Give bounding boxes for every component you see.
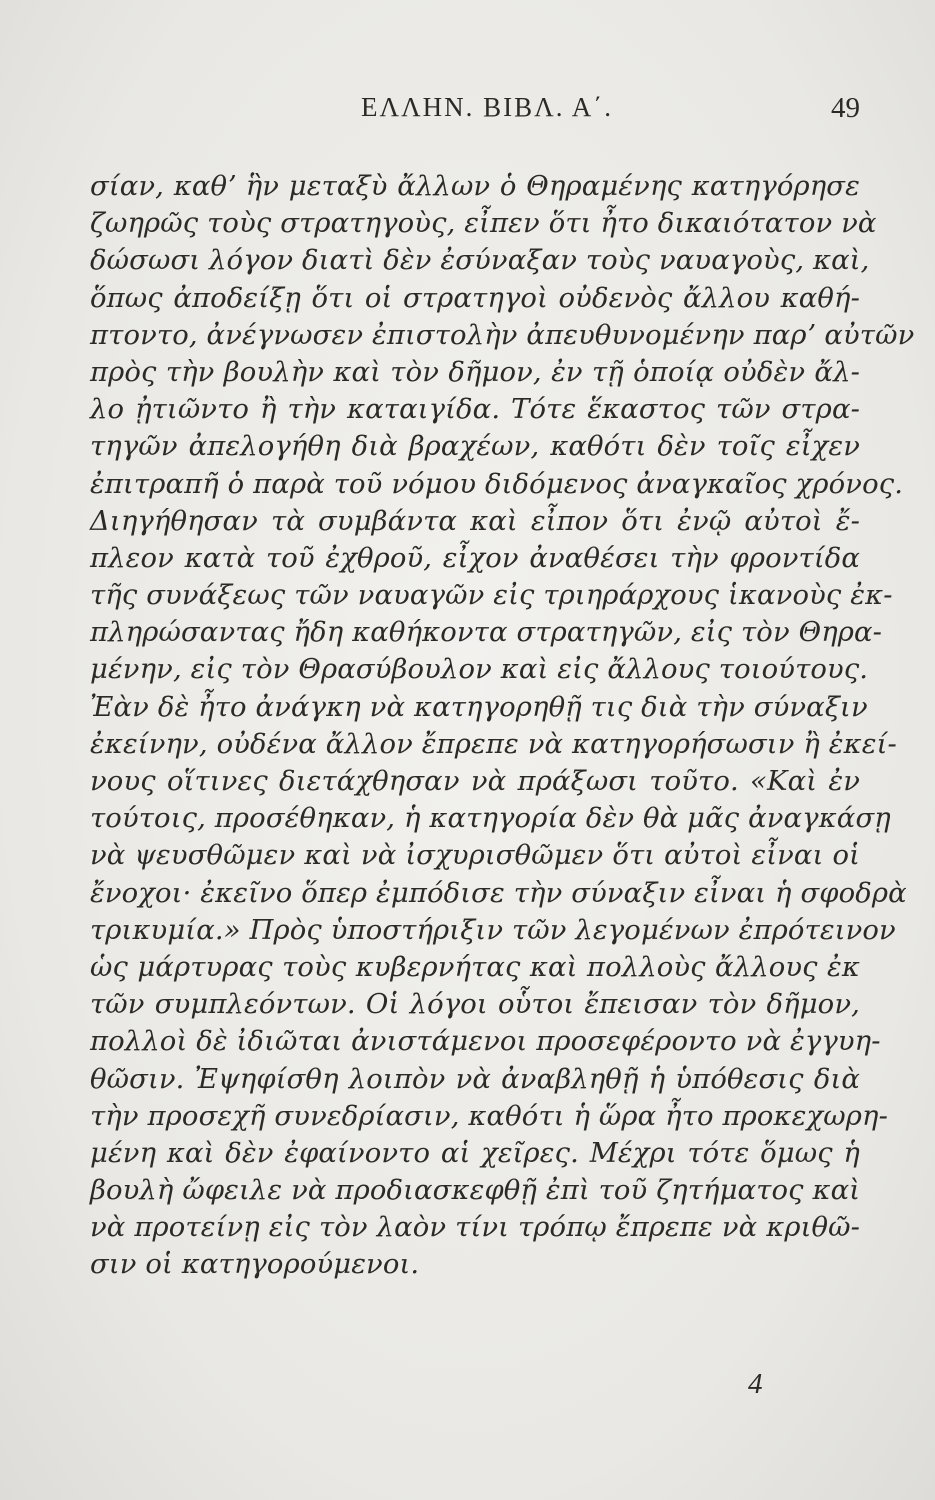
text-line: ὡς μάρτυρας τοὺς κυβερνήτας καὶ πολλοὺς ἄλλους ἐκ (90, 951, 860, 983)
text-line: νὰ ψευσθῶμεν καὶ νὰ ἰσχυρισθῶμεν ὅτι αὐτοὶ εἶναι οἱ (90, 840, 860, 872)
text-line: Ἐὰν δὲ ἦτο ἀνάγκη νὰ κατηγορηθῇ τις διὰ τὴν σύναξιν (90, 691, 868, 723)
text-line: βουλὴ ὤφειλε νὰ προδιασκεφθῇ ἐπὶ τοῦ ζητήματος καὶ (90, 1175, 861, 1207)
text-line: μένη καὶ δὲν ἐφαίνοντο αἱ χεῖρες. Μέχρι τότε ὅμως ἡ (90, 1137, 860, 1169)
text-line: ζωηρῶς τοὺς στρατηγοὺς, εἶπεν ὅτι ἦτο δικαιότατον νὰ (90, 208, 877, 240)
text-line: νους οἵτινες διετάχθησαν νὰ πράξωσι τοῦτο. «Καὶ ἐν (90, 766, 860, 797)
body-text (90, 168, 915, 1284)
text-line: πτοντο, ἀνέγνωσεν ἐπιστολὴν ἀπευθυνομένην παρʼ αὐτῶν (90, 319, 915, 351)
signature-mark: 4 (748, 1368, 763, 1400)
text-line: πολλοὶ δὲ ἰδιῶται ἀνιστάμενοι προσεφέροντο νὰ ἐγγυη- (90, 1026, 881, 1058)
text-line: Διηγήθησαν τὰ συμβάντα καὶ εἶπον ὅτι ἐνῷ αὐτοὶ ἔ- (90, 505, 860, 537)
text-line: ἐκείνην, οὐδένα ἄλλον ἔπρεπε νὰ κατηγορήσωσιν ἢ ἐκεί- (90, 728, 897, 760)
text-line: τῶν συμπλεόντων. Οἱ λόγοι οὗτοι ἔπεισαν τὸν δῆμον, (90, 989, 860, 1021)
page-header (90, 92, 860, 132)
text-line: θῶσιν. Ἐψηφίσθη λοιπὸν νὰ ἀναβληθῇ ἡ ὑπόθεσις διὰ (90, 1063, 860, 1095)
text-line: πληρώσαντας ἤδη καθήκοντα στρατηγῶν, εἰς τὸν Θηρα- (90, 617, 883, 649)
text-line: μένην, εἰς τὸν Θρασύβουλον καὶ εἰς ἄλλους τοιούτους. (90, 654, 869, 686)
text-line-last: σιν οἱ κατηγορούμενοι. (90, 1249, 420, 1281)
text-line: τῆς συνάξεως τῶν ναυαγῶν εἰς τριηράρχους ἱκανοὺς ἐκ- (90, 580, 893, 612)
text-line: σίαν, καθʼ ἣν μεταξὺ ἄλλων ὁ Θηραμένης κατηγόρησε (90, 171, 860, 202)
text-line: ὅπως ἀποδείξῃ ὅτι οἱ στρατηγοὶ οὐδενὸς ἄλλου καθή- (90, 282, 860, 314)
text-line: τούτοις, προσέθηκαν, ἡ κατηγορία δὲν θὰ μᾶς ἀναγκάσῃ (90, 803, 891, 835)
text-line: πλεον κατὰ τοῦ ἐχθροῦ, εἶχον ἀναθέσει τὴν φροντίδα (90, 542, 860, 574)
text-line: νὰ προτείνῃ εἰς τὸν λαὸν τίνι τρόπῳ ἔπρεπε νὰ κριθῶ- (90, 1212, 860, 1244)
text-line: τὴν προσεχῆ συνεδρίασιν, καθότι ἡ ὥρα ἦτο προκεχωρη- (90, 1100, 888, 1132)
text-line: ἔνοχοι· ἐκεῖνο ὅπερ ἐμπόδισε τὴν σύναξιν εἶναι ἡ σφοδρὰ (90, 877, 907, 909)
text-line: πρὸς τὴν βουλὴν καὶ τὸν δῆμον, ἐν τῇ ὁποίᾳ οὐδὲν ἄλ- (90, 356, 860, 388)
page-number: 49 (831, 92, 860, 124)
text-line: ἐπιτραπῆ ὁ παρὰ τοῦ νόμου διδόμενος ἀναγκαῖος χρόνος. (90, 468, 904, 500)
text-line: τηγῶν ἀπελογήθη διὰ βραχέων, καθότι δὲν τοῖς εἶχεν (90, 431, 860, 463)
running-title: ΕΛΛΗΝ. ΒΙΒΛ. Α΄. (361, 92, 613, 122)
text-line: δώσωσι λόγον διατὶ δὲν ἐσύναξαν τοὺς ναυαγοὺς, καὶ, (90, 245, 870, 277)
text-line: λο ᾐτιῶντο ἢ τὴν καταιγίδα. Τότε ἕκαστος τῶν στρα- (90, 394, 860, 426)
text-line: τρικυμία.» Πρὸς ὑποστήριξιν τῶν λεγομένων ἐπρότεινον (90, 914, 896, 946)
